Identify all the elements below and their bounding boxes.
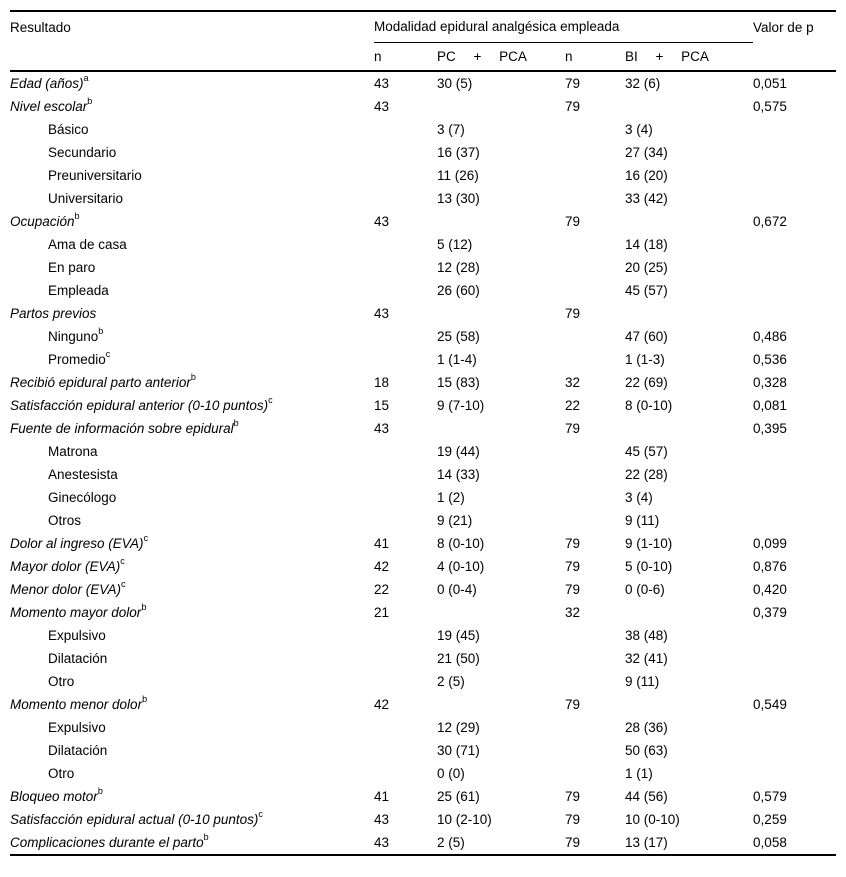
cell-p-value [753, 279, 836, 302]
cell-value-bi-pca: 32 (41) [625, 650, 668, 666]
cell-value-bi-pca: 3 (4) [625, 121, 653, 137]
cell-value-bi-pca: 8 (0-10) [625, 397, 673, 413]
row-label: Menor dolor (EVA)$^c$ [10, 579, 126, 597]
table-body [10, 71, 836, 855]
cell-n-bi-pca: 32 [565, 374, 581, 390]
cell-value-bi-pca: 28 (36) [625, 719, 668, 735]
cell-n-pc-pca: 43 [374, 98, 390, 114]
footnote-marker: c [143, 533, 149, 544]
cell-n-bi-pca [565, 716, 625, 739]
cell-value-pc-pca: 11 (26) [437, 167, 479, 183]
col-header-modalidad: Modalidad epidural analgésica empleada [374, 11, 753, 43]
cell-value-bi-pca: 50 (63) [625, 742, 668, 758]
table-row [10, 256, 836, 279]
table-row [10, 555, 836, 578]
cell-value-bi-pca [625, 601, 753, 624]
row-label: Momento menor dolor$^b$ [10, 694, 148, 712]
cell-value-bi-pca: 1 (1-3) [625, 351, 665, 367]
cell-value-bi-pca: 16 (20) [625, 167, 668, 183]
cell-p-value: 0,486 [753, 328, 787, 344]
cell-value-pc-pca [437, 601, 565, 624]
row-label: Ama de casa [48, 236, 127, 252]
table-row [10, 601, 836, 624]
row-label: Ginecólogo [48, 489, 117, 505]
header-spacer [10, 43, 374, 72]
table-row [10, 578, 836, 601]
cell-value-pc-pca: 0 (0) [437, 765, 465, 781]
col-header-valor-p: Valor de p [753, 19, 814, 35]
row-label: Partos previos [10, 305, 97, 321]
cell-value-pc-pca: 2 (5) [437, 673, 465, 689]
table-row [10, 141, 836, 164]
cell-p-value [753, 762, 836, 785]
cell-n-bi-pca: 32 [565, 604, 581, 620]
cell-n-pc-pca [374, 141, 437, 164]
cell-n-bi-pca: 79 [565, 788, 581, 804]
cell-value-pc-pca: 9 (7-10) [437, 397, 485, 413]
cell-n-bi-pca [565, 647, 625, 670]
cell-p-value: 0,379 [753, 604, 787, 620]
row-label: Otro [48, 765, 75, 781]
footnote-marker: b [142, 694, 148, 705]
cell-n-pc-pca: 42 [374, 558, 390, 574]
cell-value-pc-pca: 3 (7) [437, 121, 465, 137]
cell-p-value [753, 141, 836, 164]
cell-value-pc-pca: 25 (58) [437, 328, 480, 344]
cell-n-bi-pca: 79 [565, 696, 581, 712]
cell-value-bi-pca: 22 (69) [625, 374, 668, 390]
cell-n-pc-pca [374, 279, 437, 302]
cell-value-bi-pca: 27 (34) [625, 144, 668, 160]
table-row [10, 394, 836, 417]
table-row [10, 371, 836, 394]
row-label: Dilatación [48, 650, 108, 666]
table-row [10, 187, 836, 210]
cell-n-pc-pca: 41 [374, 535, 390, 551]
cell-value-pc-pca: 10 (2-10) [437, 811, 492, 827]
cell-n-pc-pca [374, 463, 437, 486]
footnote-marker: b [190, 372, 196, 383]
table-row [10, 302, 836, 325]
table-row [10, 624, 836, 647]
table-row [10, 785, 836, 808]
table-row [10, 532, 836, 555]
footnote-marker: b [203, 832, 209, 843]
cell-p-value [753, 486, 836, 509]
header-row-top [10, 11, 836, 43]
cell-value-pc-pca: 4 (0-10) [437, 558, 485, 574]
cell-value-bi-pca: 33 (42) [625, 190, 668, 206]
cell-value-pc-pca [437, 95, 565, 118]
table-row [10, 716, 836, 739]
cell-value-bi-pca: 32 (6) [625, 75, 661, 91]
cell-n-pc-pca [374, 647, 437, 670]
cell-n-pc-pca [374, 739, 437, 762]
cell-n-bi-pca [565, 233, 625, 256]
cell-p-value [753, 440, 836, 463]
row-label: Matrona [48, 443, 98, 459]
cell-value-pc-pca: 15 (83) [437, 374, 480, 390]
cell-p-value [753, 256, 836, 279]
cell-n-bi-pca: 79 [565, 213, 581, 229]
cell-n-pc-pca [374, 716, 437, 739]
cell-n-pc-pca: 15 [374, 397, 390, 413]
table-row [10, 417, 836, 440]
cell-n-bi-pca: 79 [565, 420, 581, 436]
results-table [10, 10, 836, 856]
row-label: Dolor al ingreso (EVA)$^c$ [10, 533, 149, 551]
cell-value-bi-pca: 5 (0-10) [625, 558, 673, 574]
cell-value-pc-pca: 25 (61) [437, 788, 480, 804]
row-label: Ninguno$^b$ [48, 326, 104, 344]
cell-value-pc-pca: 12 (29) [437, 719, 480, 735]
row-label: Expulsivo [48, 627, 106, 643]
row-label: Promedio$^c$ [48, 349, 111, 367]
cell-value-bi-pca: 44 (56) [625, 788, 668, 804]
cell-p-value: 0,549 [753, 696, 787, 712]
row-label: Ocupación$^b$ [10, 211, 80, 229]
cell-value-bi-pca: 10 (0-10) [625, 811, 680, 827]
col-header-group-pc-pca: PC + PCA [437, 43, 565, 72]
cell-value-pc-pca [437, 417, 565, 440]
cell-n-bi-pca [565, 762, 625, 785]
footnote-marker: b [141, 602, 147, 613]
cell-p-value [753, 624, 836, 647]
footnote-marker: c [258, 809, 263, 820]
cell-p-value: 0,876 [753, 558, 787, 574]
table-row [10, 808, 836, 831]
cell-value-pc-pca: 30 (71) [437, 742, 480, 758]
cell-n-pc-pca [374, 256, 437, 279]
cell-value-pc-pca [437, 302, 565, 325]
cell-p-value [753, 463, 836, 486]
cell-p-value: 0,575 [753, 98, 787, 114]
cell-n-bi-pca [565, 486, 625, 509]
table-row [10, 210, 836, 233]
cell-value-pc-pca: 13 (30) [437, 190, 480, 206]
cell-value-pc-pca: 9 (21) [437, 512, 473, 528]
footnote-marker: c [105, 349, 111, 360]
row-label: Preuniversitario [48, 167, 142, 183]
cell-p-value: 0,051 [753, 75, 787, 91]
cell-value-pc-pca [437, 693, 565, 716]
table-row [10, 670, 836, 693]
row-label: Momento mayor dolor$^b$ [10, 602, 147, 620]
cell-value-pc-pca: 12 (28) [437, 259, 480, 275]
row-label: Básico [48, 121, 89, 137]
cell-n-pc-pca: 43 [374, 305, 390, 321]
table-row [10, 762, 836, 785]
cell-n-pc-pca [374, 762, 437, 785]
header-row-sub [10, 43, 836, 72]
cell-value-bi-pca [625, 693, 753, 716]
row-label: Expulsivo [48, 719, 106, 735]
cell-n-bi-pca [565, 624, 625, 647]
cell-n-bi-pca [565, 141, 625, 164]
table-row [10, 95, 836, 118]
footnote-marker: b [97, 786, 103, 797]
cell-n-bi-pca [565, 440, 625, 463]
table-row [10, 831, 836, 855]
col-header-resultado: Resultado [10, 19, 71, 35]
cell-value-bi-pca [625, 302, 753, 325]
table-row [10, 348, 836, 371]
cell-value-pc-pca: 8 (0-10) [437, 535, 485, 551]
cell-n-bi-pca: 79 [565, 581, 581, 597]
cell-p-value: 0,259 [753, 811, 787, 827]
cell-p-value: 0,328 [753, 374, 787, 390]
cell-n-bi-pca [565, 325, 625, 348]
row-label: Nivel escolar$^b$ [10, 96, 93, 114]
footnote-marker: c [120, 556, 125, 567]
cell-p-value [753, 739, 836, 762]
cell-p-value [753, 187, 836, 210]
row-label: Satisfacción epidural anterior (0-10 puntos)$^c$ [10, 395, 273, 413]
cell-p-value [753, 509, 836, 532]
cell-n-pc-pca [374, 187, 437, 210]
cell-n-bi-pca: 79 [565, 811, 581, 827]
row-label: Bloqueo motor$^b$ [10, 786, 103, 804]
cell-value-bi-pca: 22 (28) [625, 466, 668, 482]
cell-p-value [753, 164, 836, 187]
cell-value-bi-pca: 3 (4) [625, 489, 653, 505]
row-label: Edad (años)$^a$ [10, 73, 89, 91]
cell-value-pc-pca: 16 (37) [437, 144, 480, 160]
cell-value-pc-pca: 19 (44) [437, 443, 480, 459]
cell-n-pc-pca [374, 118, 437, 141]
table-row [10, 739, 836, 762]
table-row [10, 233, 836, 256]
cell-value-bi-pca: 38 (48) [625, 627, 668, 643]
table-row [10, 164, 836, 187]
cell-n-bi-pca: 79 [565, 305, 581, 321]
cell-value-bi-pca: 9 (1-10) [625, 535, 673, 551]
cell-n-bi-pca: 79 [565, 535, 581, 551]
row-label: Satisfacción epidural actual (0-10 puntos)$^c$ [10, 809, 263, 827]
row-label: Mayor dolor (EVA)$^c$ [10, 556, 125, 574]
cell-n-bi-pca [565, 279, 625, 302]
cell-n-pc-pca [374, 164, 437, 187]
cell-n-pc-pca: 18 [374, 374, 390, 390]
cell-n-pc-pca [374, 325, 437, 348]
cell-n-bi-pca [565, 348, 625, 371]
cell-p-value [753, 302, 836, 325]
row-label: Anestesista [48, 466, 118, 482]
cell-value-bi-pca: 20 (25) [625, 259, 668, 275]
cell-n-pc-pca: 42 [374, 696, 390, 712]
cell-n-bi-pca [565, 164, 625, 187]
cell-value-bi-pca: 13 (17) [625, 834, 668, 850]
cell-p-value [753, 670, 836, 693]
cell-value-bi-pca: 47 (60) [625, 328, 668, 344]
cell-n-bi-pca: 79 [565, 834, 581, 850]
table-row [10, 647, 836, 670]
cell-p-value [753, 716, 836, 739]
cell-n-pc-pca [374, 440, 437, 463]
footnote-marker: b [98, 326, 104, 337]
cell-value-bi-pca [625, 210, 753, 233]
cell-n-bi-pca [565, 187, 625, 210]
cell-n-pc-pca: 43 [374, 213, 390, 229]
footnote-marker: b [87, 96, 93, 107]
cell-n-pc-pca: 41 [374, 788, 390, 804]
cell-n-bi-pca: 79 [565, 75, 581, 91]
row-label: Fuente de información sobre epidural$^b$ [10, 418, 239, 436]
cell-value-bi-pca: 9 (11) [625, 512, 660, 528]
cell-n-bi-pca [565, 118, 625, 141]
cell-value-pc-pca: 14 (33) [437, 466, 480, 482]
cell-value-bi-pca: 45 (57) [625, 443, 668, 459]
cell-n-bi-pca [565, 463, 625, 486]
cell-value-pc-pca [437, 210, 565, 233]
table-row [10, 118, 836, 141]
col-header-n-pc-pca: n [374, 43, 437, 72]
table-row [10, 693, 836, 716]
col-header-n-bi-pca: n [565, 43, 625, 72]
footnote-marker: b [74, 211, 80, 222]
cell-p-value [753, 233, 836, 256]
cell-value-pc-pca: 30 (5) [437, 75, 473, 91]
cell-p-value [753, 647, 836, 670]
cell-n-pc-pca: 43 [374, 811, 390, 827]
row-label: Dilatación [48, 742, 108, 758]
footnote-marker: c [121, 579, 126, 590]
footnote-marker: a [83, 73, 89, 84]
cell-value-pc-pca: 0 (0-4) [437, 581, 477, 597]
row-label: Empleada [48, 282, 109, 298]
cell-value-pc-pca: 19 (45) [437, 627, 480, 643]
cell-n-pc-pca [374, 624, 437, 647]
cell-value-bi-pca [625, 95, 753, 118]
table-row [10, 509, 836, 532]
cell-value-pc-pca: 1 (2) [437, 489, 465, 505]
cell-n-bi-pca [565, 739, 625, 762]
cell-p-value: 0,536 [753, 351, 787, 367]
row-label: Complicaciones durante el parto$^b$ [10, 832, 209, 850]
cell-n-bi-pca [565, 509, 625, 532]
cell-n-bi-pca [565, 256, 625, 279]
col-header-group-bi-pca: BI + PCA [625, 43, 753, 72]
row-label: Universitario [48, 190, 124, 206]
cell-value-pc-pca: 5 (12) [437, 236, 473, 252]
row-label: En paro [48, 259, 96, 275]
table-row [10, 463, 836, 486]
cell-value-bi-pca: 9 (11) [625, 673, 660, 689]
cell-p-value: 0,420 [753, 581, 787, 597]
cell-n-bi-pca: 79 [565, 558, 581, 574]
cell-n-pc-pca [374, 233, 437, 256]
cell-p-value: 0,672 [753, 213, 787, 229]
cell-n-pc-pca [374, 348, 437, 371]
table-row [10, 440, 836, 463]
cell-value-bi-pca: 14 (18) [625, 236, 668, 252]
cell-value-bi-pca: 1 (1) [625, 765, 653, 781]
cell-p-value: 0,058 [753, 834, 787, 850]
cell-n-pc-pca: 22 [374, 581, 390, 597]
row-label: Secundario [48, 144, 117, 160]
cell-n-pc-pca [374, 486, 437, 509]
cell-n-bi-pca: 79 [565, 98, 581, 114]
cell-n-pc-pca: 21 [374, 604, 390, 620]
cell-value-pc-pca: 2 (5) [437, 834, 465, 850]
header-spacer [753, 43, 836, 72]
row-label: Recibió epidural parto anterior$^b$ [10, 372, 196, 390]
cell-value-pc-pca: 21 (50) [437, 650, 480, 666]
cell-n-pc-pca: 43 [374, 75, 390, 91]
cell-p-value [753, 118, 836, 141]
table-row [10, 486, 836, 509]
cell-n-bi-pca: 22 [565, 397, 581, 413]
cell-n-pc-pca: 43 [374, 420, 390, 436]
cell-p-value: 0,099 [753, 535, 787, 551]
cell-value-bi-pca: 45 (57) [625, 282, 668, 298]
cell-value-pc-pca: 26 (60) [437, 282, 480, 298]
table-row [10, 279, 836, 302]
cell-value-bi-pca: 0 (0-6) [625, 581, 665, 597]
cell-p-value: 0,395 [753, 420, 787, 436]
cell-n-bi-pca [565, 670, 625, 693]
row-label: Otro [48, 673, 75, 689]
cell-n-pc-pca: 43 [374, 834, 390, 850]
footnote-marker: b [233, 418, 239, 429]
cell-value-pc-pca: 1 (1-4) [437, 351, 477, 367]
footnote-marker: c [268, 395, 273, 406]
row-label: Otros [48, 512, 82, 528]
cell-n-pc-pca [374, 670, 437, 693]
cell-n-pc-pca [374, 509, 437, 532]
cell-p-value: 0,081 [753, 397, 787, 413]
table-row [10, 71, 836, 95]
cell-value-bi-pca [625, 417, 753, 440]
table-row [10, 325, 836, 348]
cell-p-value: 0,579 [753, 788, 787, 804]
